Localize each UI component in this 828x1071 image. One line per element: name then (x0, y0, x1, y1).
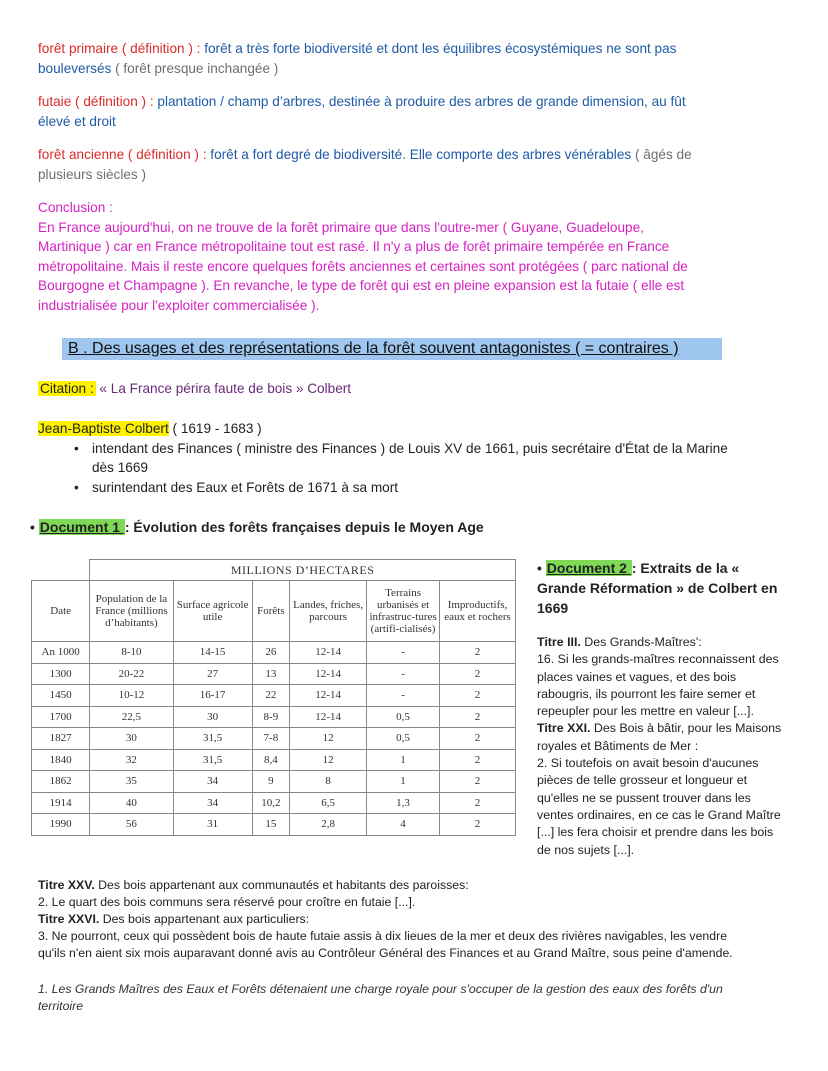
definition-foret-ancienne (38, 145, 798, 184)
colbert-bullet (66, 478, 808, 498)
table-row (32, 685, 516, 707)
table-cell: 12-14 (290, 663, 367, 685)
table-cell: 15 (252, 814, 289, 836)
table-cell: 9 (252, 771, 289, 793)
doc2-line: [...] les fera choisir et prendre dans les bois (537, 825, 774, 840)
table-row (32, 728, 516, 750)
citation-text: « La France périra faute de bois » Colbert (95, 381, 352, 396)
table-corner (32, 560, 90, 581)
table-cell: 12-14 (290, 685, 367, 707)
forest-evolution-table (31, 559, 516, 836)
table-header: Population de la France (millions d’habitants) (90, 581, 173, 642)
definition-tag: ( définition ) : (71, 94, 158, 109)
conclusion (38, 198, 808, 315)
definition-foret-primaire (38, 39, 798, 78)
doc2-line: rabougris, ils pourront les faire semer et (537, 686, 756, 701)
definition-tag: ( définition ) : (124, 147, 211, 162)
definition-futaie (38, 92, 798, 131)
table-cell: 8-10 (90, 642, 173, 664)
citation-label: Citation : (40, 381, 94, 396)
table-cell: 12 (290, 728, 367, 750)
table-cell: 22,5 (90, 706, 173, 728)
table-cell: 12-14 (290, 706, 367, 728)
table-cell: 12 (290, 749, 367, 771)
table-row (32, 663, 516, 685)
bullet-text: intendant des Finances ( ministre des Finances ) de Louis XV de 1661, puis secrétaire d'État de la Marine (92, 440, 728, 456)
table-row (32, 642, 516, 664)
footnote-line: territoire (38, 999, 84, 1013)
table-cell: 31,5 (173, 728, 252, 750)
footnote (38, 981, 813, 1015)
table-cell: 2 (439, 728, 515, 750)
definition-text-cont: bouleversés (38, 60, 112, 76)
document-1-heading (30, 517, 484, 537)
table-header: Date (32, 581, 90, 642)
titre-xxvi-rest: Des bois appartenant aux particuliers: (99, 912, 310, 926)
bullet-icon: • (537, 560, 542, 576)
document-2-heading (537, 558, 799, 618)
table-cell: 32 (90, 749, 173, 771)
table-cell: 1914 (32, 792, 90, 814)
colbert-name: Jean-Baptiste Colbert (38, 421, 169, 436)
table-cell: 1840 (32, 749, 90, 771)
section-title: B . Des usages et des représentations de la forêt souvent antagonistes ( = contraires ) (62, 338, 722, 360)
table-cell: 13 (252, 663, 289, 685)
definition-text: plantation / champ d’arbres, destinée à produire des arbres de grande dimension, au fût (157, 94, 686, 109)
table-cell: An 1000 (32, 642, 90, 664)
table-cell: 1990 (32, 814, 90, 836)
table-header: Landes, friches, parcours (290, 581, 367, 642)
table-cell: 1862 (32, 771, 90, 793)
footnote-line: 1. Les Grands Maîtres des Eaux et Forêts détenaient une charge royale pour s'occuper de la gestion des eaux des forêts d'un (38, 982, 723, 996)
table-header: Improductifs, eaux et rochers (439, 581, 515, 642)
table-cell: 10-12 (90, 685, 173, 707)
table-cell: 1300 (32, 663, 90, 685)
doc2-line: repeupler pour les mettre en valeur [...]. (537, 704, 754, 719)
table-cell: 7-8 (252, 728, 289, 750)
table-cell: 56 (90, 814, 173, 836)
bottom-extracts (38, 877, 813, 962)
table-cell: 27 (173, 663, 252, 685)
table-row (32, 814, 516, 836)
titre-xxi-head: Titre XXI. (537, 721, 591, 736)
table-cell: 8 (290, 771, 367, 793)
term: forêt primaire (38, 41, 119, 56)
table-row (32, 771, 516, 793)
table-cell: - (367, 642, 440, 664)
table-cell: 14-15 (173, 642, 252, 664)
table-cell: 2 (439, 749, 515, 771)
table-cell: 12-14 (290, 642, 367, 664)
table-header: Surface agricole utile (173, 581, 252, 642)
conclusion-line: métropolitaine. Mais il reste encore quelques forêts anciennes et certaines sont protégées ( parc national de (38, 258, 688, 274)
table-cell: 2 (439, 685, 515, 707)
table-cell: 2 (439, 663, 515, 685)
definition-tag: ( définition ) : (118, 41, 205, 56)
titre-xxv-rest: Des bois appartenant aux communautés et habitants des paroisses: (94, 878, 469, 892)
bullet-icon: • (30, 519, 35, 535)
table-cell: 6,5 (290, 792, 367, 814)
titre-xxi-rest-cont: royales et Bâtiments de Mer : (537, 738, 699, 753)
titre-xxv-head: Titre XXV. (38, 878, 95, 892)
colbert-dates: ( 1619 - 1683 ) (168, 421, 262, 436)
table-cell: 10,2 (252, 792, 289, 814)
titre-xxvi-line: qu'ils n'en aient six mois auparavant donné avis au Contrôleur Général des Finances et au Grand Maître, sous peine d'amende. (38, 946, 733, 960)
table-cell: 1700 (32, 706, 90, 728)
table-cell: 2 (439, 814, 515, 836)
table-cell: 8,4 (252, 749, 289, 771)
table-cell: 34 (173, 792, 252, 814)
table-cell: 1450 (32, 685, 90, 707)
titre-iii-head: Titre III. (537, 635, 581, 649)
titre-iii-rest: Des Grands-Maîtres' (580, 635, 699, 649)
table-cell: 1 (367, 749, 440, 771)
table-cell: 1,3 (367, 792, 440, 814)
table-cell: 0,5 (367, 706, 440, 728)
doc2-line: pièces de telle grosseur et longueur et (537, 773, 748, 788)
table-cell: 2 (439, 771, 515, 793)
colbert-block (38, 419, 808, 497)
definition-text: forêt a très forte biodiversité et dont les équilibres écosystémiques ne sont pas (204, 41, 677, 56)
table-cell: 2,8 (290, 814, 367, 836)
conclusion-line: Bourgogne et Champagne ). En revanche, le type de forêt qui est en pleine expansion est la futaie ( elle est (38, 278, 685, 293)
bullet-icon: • (74, 440, 79, 456)
table-cell: 30 (90, 728, 173, 750)
table-cell: 34 (173, 771, 252, 793)
titre-iii-colon: : (698, 635, 702, 649)
bullet-text: surintendant des Eaux et Forêts de 1671 à sa mort (92, 479, 399, 495)
titre-xxvi-line: 3. Ne pourront, ceux qui possèdent bois de haute futaie assis à dix lieues de la mer et deux des rivières navigables, les vendre (38, 929, 728, 943)
table-row (32, 706, 516, 728)
term: futaie (38, 94, 72, 109)
table-cell: 31,5 (173, 749, 252, 771)
definition-note-cont: plusieurs siècles ) (38, 166, 147, 182)
document-1-label: Document 1 (39, 519, 124, 535)
doc2-line: 16. Si les grands-maîtres reconnaissent des (537, 652, 779, 667)
conclusion-title: Conclusion : (38, 200, 113, 215)
titre-xxv-line: 2. Le quart des bois communs sera réservé pour croître en futaie [...]. (38, 895, 416, 909)
table-cell: 16-17 (173, 685, 252, 707)
conclusion-line: Martinique ) car en France métropolitaine tout est rasé. Il n'y a plus de forêt primaire tempérée en France (38, 239, 670, 254)
conclusion-line: industrialisée pour l'exploiter commercialisée ). (38, 297, 320, 313)
table-header: Terrains urbanisés et infrastruc-tures (artifi-cialisés) (367, 581, 440, 642)
table-cell: 20-22 (90, 663, 173, 685)
bullet-icon: • (74, 479, 79, 495)
table-cell: - (367, 663, 440, 685)
table-cell: 22 (252, 685, 289, 707)
citation (38, 379, 638, 399)
doc2-line: de nos sujets [...]. (537, 842, 635, 857)
definition-text: forêt a fort degré de biodiversité. Elle comporte des arbres vénérables (210, 147, 632, 162)
document-2-label: Document 2 (546, 560, 631, 576)
titre-xxvi-head: Titre XXVI. (38, 912, 100, 926)
table-row (32, 792, 516, 814)
table-cell: 2 (439, 642, 515, 664)
document-1-title: : Évolution des forêts françaises depuis le Moyen Age (124, 519, 484, 535)
table-cell: 2 (439, 792, 515, 814)
table-cell: 2 (439, 706, 515, 728)
colbert-bullet (66, 439, 808, 478)
table-cell: 35 (90, 771, 173, 793)
definition-note: ( âgés de (631, 147, 692, 162)
table-cell: 31 (173, 814, 252, 836)
table-cell: 40 (90, 792, 173, 814)
table-cell: 8-9 (252, 706, 289, 728)
definition-note: ( forêt presque inchangée ) (111, 60, 279, 76)
term: forêt ancienne (38, 147, 125, 162)
document-2-title-cont: 1669 (537, 600, 569, 616)
table-cell: 1827 (32, 728, 90, 750)
doc2-line: ventes ordinaires, en ce cas le Grand Maître (537, 807, 781, 822)
table-cell: - (367, 685, 440, 707)
document-2-title-cont: Grande Réformation » de Colbert en (537, 580, 778, 596)
doc2-line: 2. Si toutefois on avait besoin d'aucunes (537, 756, 759, 771)
table-cell: 1 (367, 771, 440, 793)
document-2-title: : Extraits de la « (631, 560, 740, 576)
bullet-text-cont: dès 1669 (92, 460, 148, 475)
table-cell: 0,5 (367, 728, 440, 750)
document-2-body (537, 634, 807, 859)
table-cell: 4 (367, 814, 440, 836)
table-caption: MILLIONS D’HECTARES (90, 560, 516, 581)
conclusion-line: En France aujourd'hui, on ne trouve de la forêt primaire que dans l'outre-mer ( Guyane, Guadeloupe, (38, 219, 644, 235)
table-header: Forêts (252, 581, 289, 642)
titre-xxi-rest: Des Bois à bâtir, pour les Maisons (590, 721, 782, 736)
table-cell: 26 (252, 642, 289, 664)
doc2-line: places vaines et vagues, et des bois (537, 669, 737, 684)
table-cell: 30 (173, 706, 252, 728)
table-row (32, 749, 516, 771)
doc2-line: qu'elles ne se pussent trouver dans les (537, 790, 751, 805)
definition-text-cont: élevé et droit (38, 113, 116, 129)
